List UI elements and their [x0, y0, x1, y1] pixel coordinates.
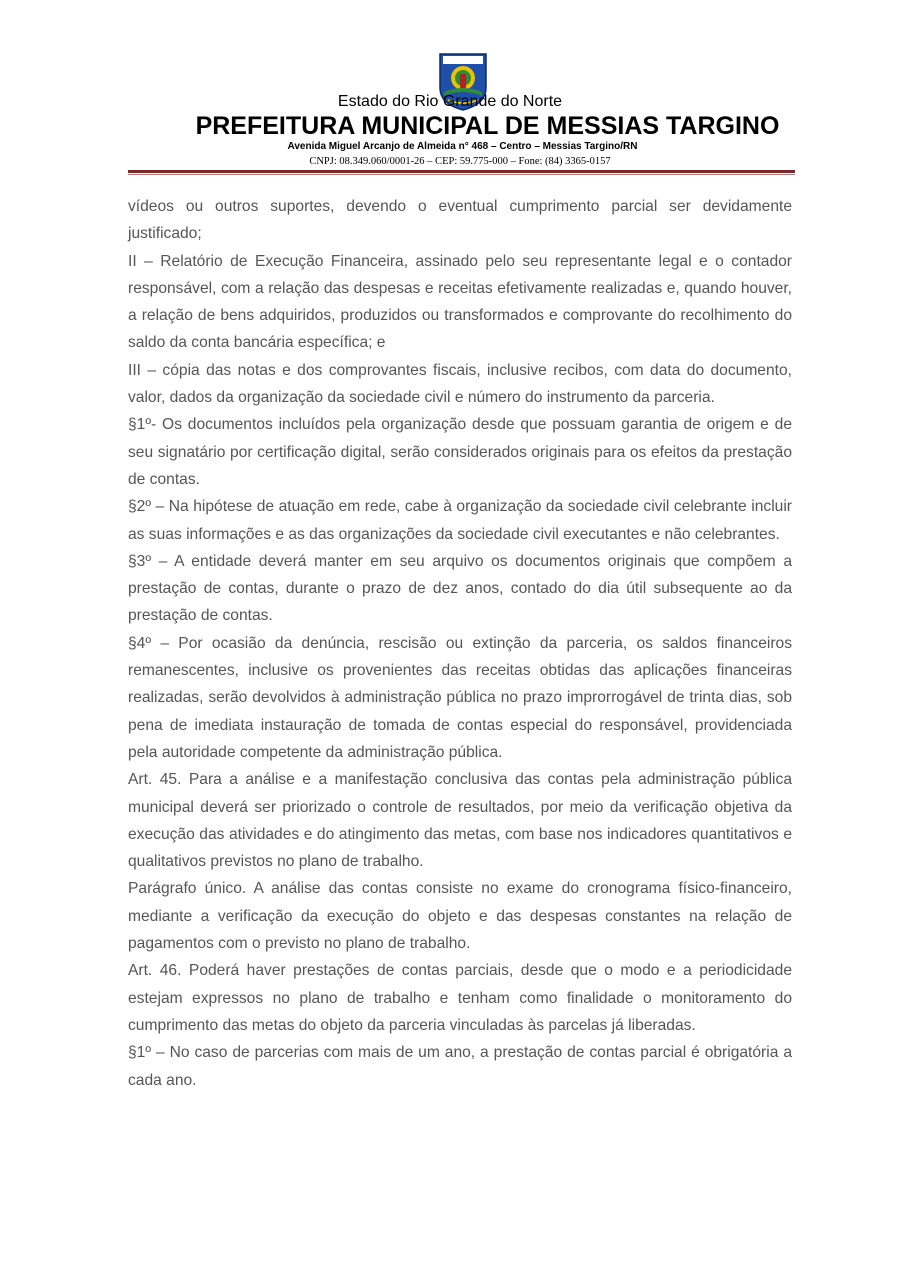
paragraph: §2º – Na hipótese de atuação em rede, cabe à organização da sociedade civil celebrante incluir as suas informações e as das organizações da sociedade civil executantes e não celebrantes.: [128, 498, 792, 543]
paragraph: III – cópia das notas e dos comprovantes fiscais, inclusive recibos, com data do documento, valor, dados da organização da sociedade civil e número do instrumento da parceria.: [128, 361, 792, 407]
paragraph: Parágrafo único. A análise das contas consiste no exame do cronograma físico-financeiro, mediante a verificação da execução do objeto e das despesas constantes na relação de pagamentos com o previsto no plano de trabalho.: [128, 880, 792, 953]
paragraph: §3º – A entidade deverá manter em seu arquivo os documentos originais que compõem a prestação de contas, durante o prazo de dez anos, contado do dia útil subsequente ao da prestação de contas.: [128, 552, 792, 625]
header-divider-thin: [128, 174, 795, 175]
letterhead: [0, 0, 900, 180]
paragraph: Art. 46. Poderá haver prestações de contas parciais, desde que o modo e a periodicidade estejam expressos no plano de trabalho e tenham como finalidade o monitoramento do cumprimento das metas do objeto da parceria vinculadas às parcelas já liberadas.: [128, 962, 792, 1034]
paragraph: vídeos ou outros suportes, devendo o eventual cumprimento parcial ser devidamente justificado;: [128, 198, 792, 243]
page-title: PREFEITURA MUNICIPAL DE MESSIAS TARGINO: [195, 112, 780, 140]
paragraph: §4º – Por ocasião da denúncia, rescisão ou extinção da parceria, os saldos financeiros remanescentes, inclusive os provenientes das receitas obtidas das aplicações financeiras realizadas, serão devolvidos à administração pública no prazo improrrogável de trinta dias, sob pena de imediata instauração de tomada de contas especial do responsável, providenciada pela autoridade competente da administração pública.: [128, 634, 792, 761]
paragraph: II – Relatório de Execução Financeira, assinado pelo seu representante legal e o contador responsável, com a relação das despesas e receitas efetivamente realizadas e, quando houver, a relação de bens adquiridos, produzidos ou transformados e comprovante do recolhimento do saldo da conta bancária específica; e: [128, 252, 792, 352]
paragraph: §1º- Os documentos incluídos pela organização desde que possuam garantia de origem e de seu signatário por certificação digital, serão considerados originais para os efeitos da prestação de contas.: [128, 416, 792, 488]
state-line: Estado do Rio Grande do Norte: [337, 93, 563, 110]
paragraph: Art. 45. Para a análise e a manifestação conclusiva das contas pela administração pública municipal deverá ser priorizado o controle de resultados, por meio da verificação objetiva da execução das atividades e do atingimento das metas, com base nos indicadores quantitativos e qualitativos previstos no plano de trabalho.: [128, 771, 792, 871]
cnpj-line: CNPJ: 08.349.060/0001-26 – CEP: 59.775-000 – Fone: (84) 3365-0157: [309, 156, 611, 167]
document-body: [128, 193, 792, 1094]
header-divider: [128, 170, 795, 173]
paragraph: §1º – No caso de parcerias com mais de um ano, a prestação de contas parcial é obrigatória a cada ano.: [128, 1044, 792, 1089]
address-line: Avenida Miguel Arcanjo de Almeida n° 468 – Centro – Messias Targino/RN: [287, 141, 638, 152]
